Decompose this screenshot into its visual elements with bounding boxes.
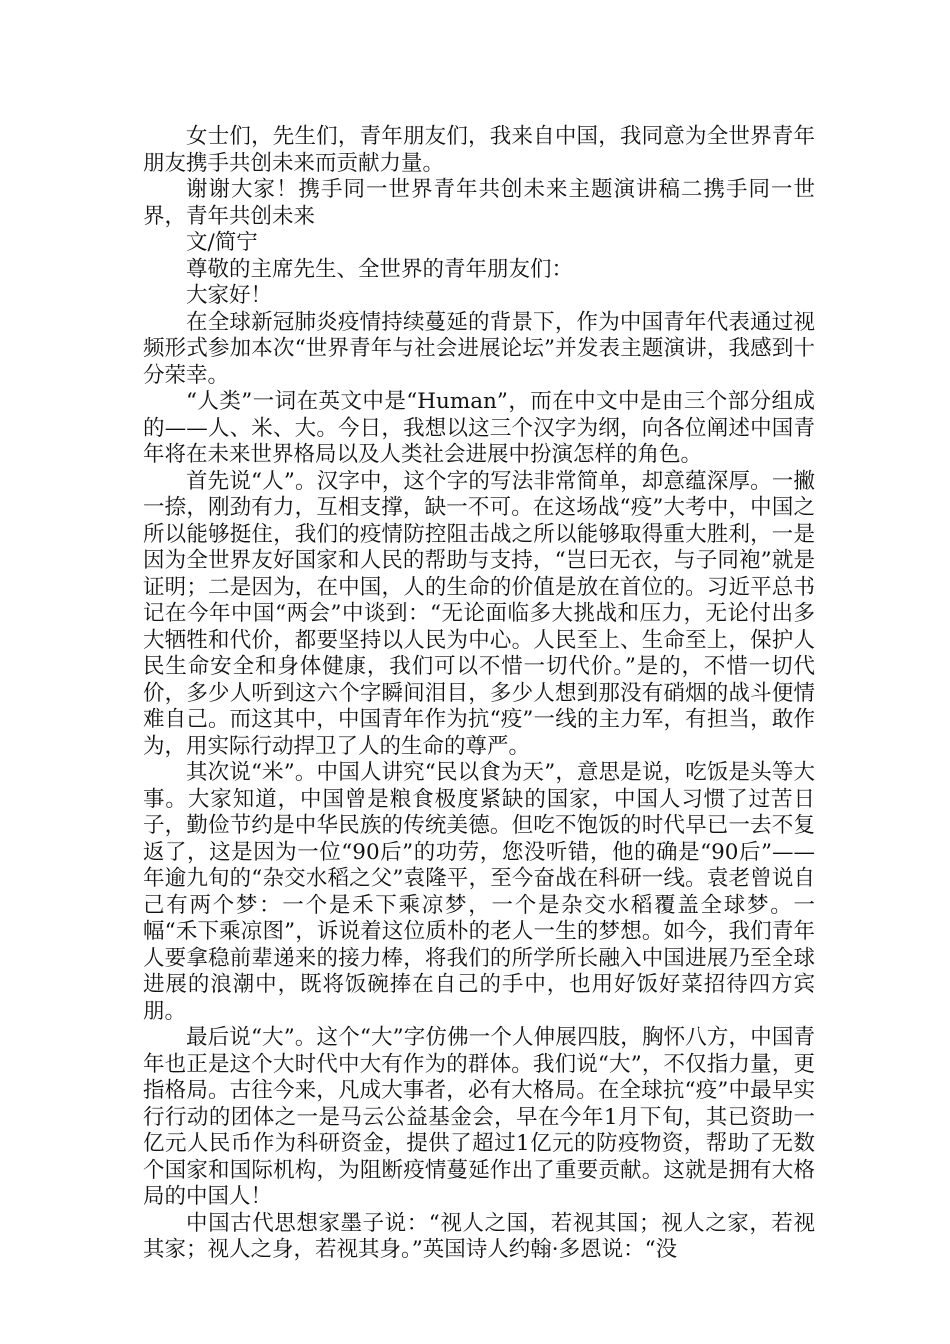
paragraph-salutation: 尊敬的主席先生、全世界的青年朋友们： — [186, 256, 574, 282]
paragraph-greeting: 大家好！ — [186, 283, 273, 308]
paragraph-da: 最后说“大”。这个“大”字仿佛一个人伸展四肢，胸怀八方，中国青年也正是这个大时代中大有作为的群体。我们说“大”，不仅指力量，更指格局。古往今来，凡成大事者，必有大格局。在全球抗“疫”中最早实行行动的团体之一是马云公益基金会，早在今年1月下旬，其已资助一亿元人民币作为科研资金，提供了超过1亿元的防疫物资，帮助了无数个国家和国际机构，为阻断疫情蔓延作出了重要贡献。这就是拥有大格局的中国人！ — [143, 1025, 815, 1209]
paragraph-speech-title: 谢谢大家！携手同一世界青年共创未来主题演讲稿二携手同一世界，青年共创未来 — [143, 177, 815, 229]
paragraph-mi: 其次说“米”。中国人讲究“民以食为天”，意思是说，吃饭是头等大事。大家知道，中国曾是粮食极度紧缺的国家，中国人习惯了过苦日子，勤俭节约是中华民族的传统美德。但吃不饱饭的时代早已一去不复返了，这是因为一位“90后”的功劳，您没听错，他的确是“90后”——年逾九旬的“杂交水稻之父”袁隆平，至今奋战在科研一线。袁老曾说自己有两个梦：一个是禾下乘凉梦，一个是杂交水稻覆盖全球梦。一幅“禾下乘凉图”，诉说着这位质朴的老人一生的梦想。如今，我们青年人要拿稳前辈递来的接力棒，将我们的所学所长融入中国进展乃至全球进展的浪潮中，既将饭碗捧在自己的手中，也用好饭好菜招待四方宾朋。 — [143, 760, 815, 1024]
paragraph-mozi-quote: 中国古代思想家墨子说：“视人之国，若视其国；视人之家，若视其家；视人之身，若视其身。”英国诗人约翰·多恩说：“没 — [143, 1210, 815, 1262]
document-body — [143, 124, 815, 1264]
paragraph-human-definition: “人类”一词在英文中是“Human”，而在中文中是由三个部分组成的——人、米、大。今日，我想以这三个汉字为纲，向各位阐述中国青年将在未来世界格局以及人类社会进展中扮演怎样的角色。 — [143, 389, 815, 467]
paragraph-closing-remarks: 女士们，先生们，青年朋友们，我来自中国，我同意为全世界青年朋友携手共创未来而贡献力量。 — [143, 124, 815, 176]
paragraph-ren: 首先说“人”。汉字中，这个字的写法非常简单，却意蕴深厚。一撇一捺，刚劲有力，互相支撑，缺一不可。在这场战“疫”大考中，中国之所以能够挺住，我们的疫情防控阻击战之所以能够取得重大胜利，一是因为全世界友好国家和人民的帮助与支持，“岂曰无衣，与子同袍”就是证明；二是因为，在中国，人的生命的价值是放在首位的。习近平总书记在今年中国“两会”中谈到：“无论面临多大挑战和压力，无论付出多大牺牲和代价，都要坚持以人民为中心。人民至上、生命至上，保护人民生命安全和身体健康，我们可以不惜一切代价。”是的，不惜一切代价，多少人听到这六个字瞬间泪目，多少人想到那没有硝烟的战斗便情难自己。而这其中，中国青年作为抗“疫”一线的主力军，有担当，敢作为，用实际行动捍卫了人的生命的尊严。 — [143, 468, 815, 759]
paragraph-introduction: 在全球新冠肺炎疫情持续蔓延的背景下，作为中国青年代表通过视频形式参加本次“世界青年与社会进展论坛”并发表主题演讲，我感到十分荣幸。 — [143, 309, 815, 388]
paragraph-author: 文/简宁 — [186, 230, 258, 255]
